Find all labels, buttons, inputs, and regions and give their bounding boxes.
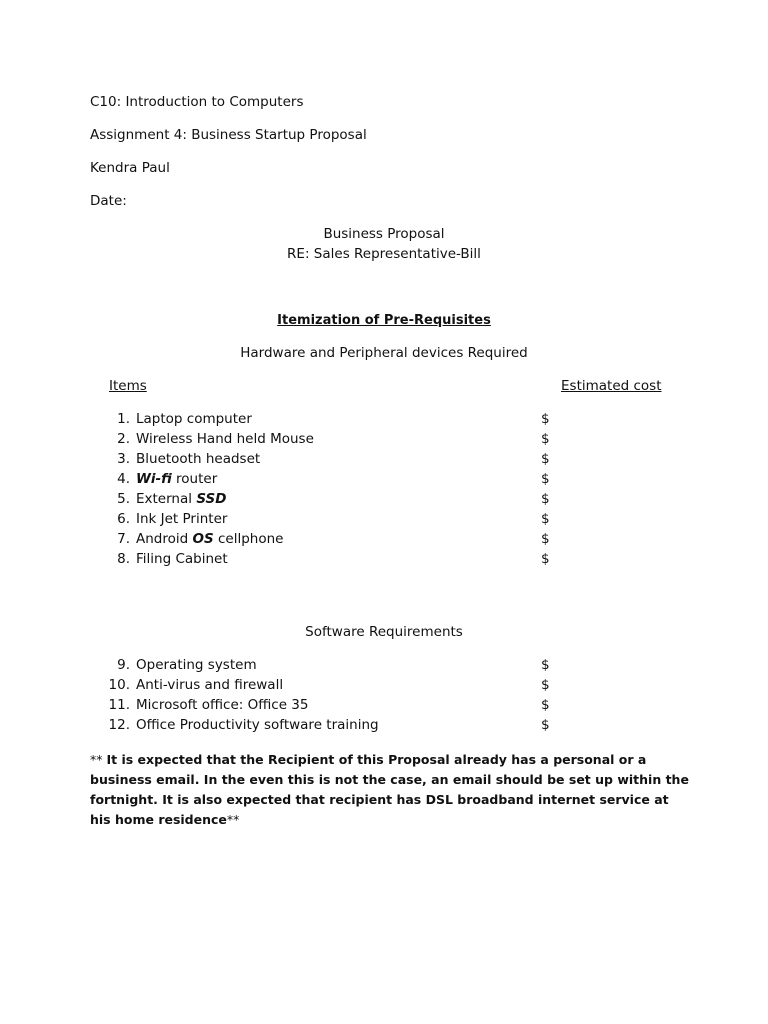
note-close-stars: **: [226, 812, 240, 827]
estimated-cost-value: $: [541, 471, 550, 487]
list-item: [136, 430, 314, 448]
list-item-text: Android: [136, 531, 193, 547]
proposal-re-line: RE: Sales Representative-Bill: [287, 246, 481, 262]
list-item-number: 12.: [108, 717, 130, 733]
list-item-text: Bluetooth headset: [136, 451, 261, 467]
course-title: C10: Introduction to Computers: [90, 94, 304, 110]
note-open-stars: **: [90, 752, 107, 767]
estimated-cost-value: $: [541, 697, 550, 713]
list-item-emphasis: SSD: [196, 491, 227, 507]
estimated-cost-value: $: [541, 411, 550, 427]
author-name: Kendra Paul: [90, 160, 170, 176]
list-item: [136, 716, 379, 734]
list-item: [136, 450, 260, 468]
list-item-text: Anti-virus and firewall: [136, 677, 284, 693]
list-item: [136, 530, 283, 548]
list-item-number: 11.: [108, 697, 130, 713]
list-item: [136, 510, 227, 528]
list-item-number: 4.: [117, 471, 130, 487]
list-item-text: Microsoft office: Office 35: [136, 697, 309, 713]
requirements-note: [90, 750, 690, 830]
list-item-number: 6.: [117, 511, 130, 527]
list-item-text: Operating system: [136, 657, 257, 673]
list-item-text-suffix: cellphone: [213, 531, 284, 547]
assignment-title: Assignment 4: Business Startup Proposal: [90, 127, 367, 143]
list-item-emphasis: Wi-fi: [136, 471, 172, 487]
items-column-header: Items: [109, 378, 147, 394]
list-item-number: 1.: [117, 411, 130, 427]
estimated-cost-value: $: [541, 511, 550, 527]
estimated-cost-value: $: [541, 451, 550, 467]
date-label: Date:: [90, 193, 127, 209]
list-item: [136, 410, 252, 428]
hardware-heading: Hardware and Peripheral devices Required: [240, 345, 528, 361]
estimated-cost-value: $: [541, 657, 550, 673]
list-item: [136, 550, 228, 568]
list-item: [136, 470, 217, 488]
estimated-cost-value: $: [541, 717, 550, 733]
estimated-cost-value: $: [541, 431, 550, 447]
list-item-number: 9.: [117, 657, 130, 673]
list-item: [136, 656, 257, 674]
list-item: [136, 676, 283, 694]
list-item-text-suffix: router: [171, 471, 218, 487]
estimated-cost-value: $: [541, 531, 550, 547]
list-item-text: Laptop computer: [136, 411, 252, 427]
list-item: [136, 696, 308, 714]
list-item-number: 5.: [117, 491, 130, 507]
list-item-number: 10.: [108, 677, 130, 693]
software-heading: Software Requirements: [305, 624, 463, 640]
list-item-number: 2.: [117, 431, 130, 447]
list-item-text: External: [136, 491, 197, 507]
list-item-number: 3.: [117, 451, 130, 467]
estimated-cost-column-header: Estimated cost: [561, 378, 662, 394]
estimated-cost-value: $: [541, 551, 550, 567]
list-item-text: Filing Cabinet: [136, 551, 228, 567]
list-item-number: 7.: [117, 531, 130, 547]
itemization-heading: Itemization of Pre-Requisites: [277, 313, 491, 328]
list-item-emphasis: OS: [192, 531, 214, 547]
estimated-cost-value: $: [541, 677, 550, 693]
list-item-number: 8.: [117, 551, 130, 567]
estimated-cost-value: $: [541, 491, 550, 507]
list-item: [136, 490, 226, 508]
proposal-title: Business Proposal: [323, 226, 445, 242]
note-body: It is expected that the Recipient of this Proposal already has a personal or a business email. In the even this is not the case, an email should be set up within the fortnight. It is also expected that recipient has DSL broadband internet service at his home residence: [90, 752, 689, 827]
list-item-text: Wireless Hand held Mouse: [136, 431, 314, 447]
list-item-text: Ink Jet Printer: [136, 511, 228, 527]
list-item-text: Office Productivity software training: [136, 717, 379, 733]
itemization-heading-wrap: [0, 311, 768, 330]
